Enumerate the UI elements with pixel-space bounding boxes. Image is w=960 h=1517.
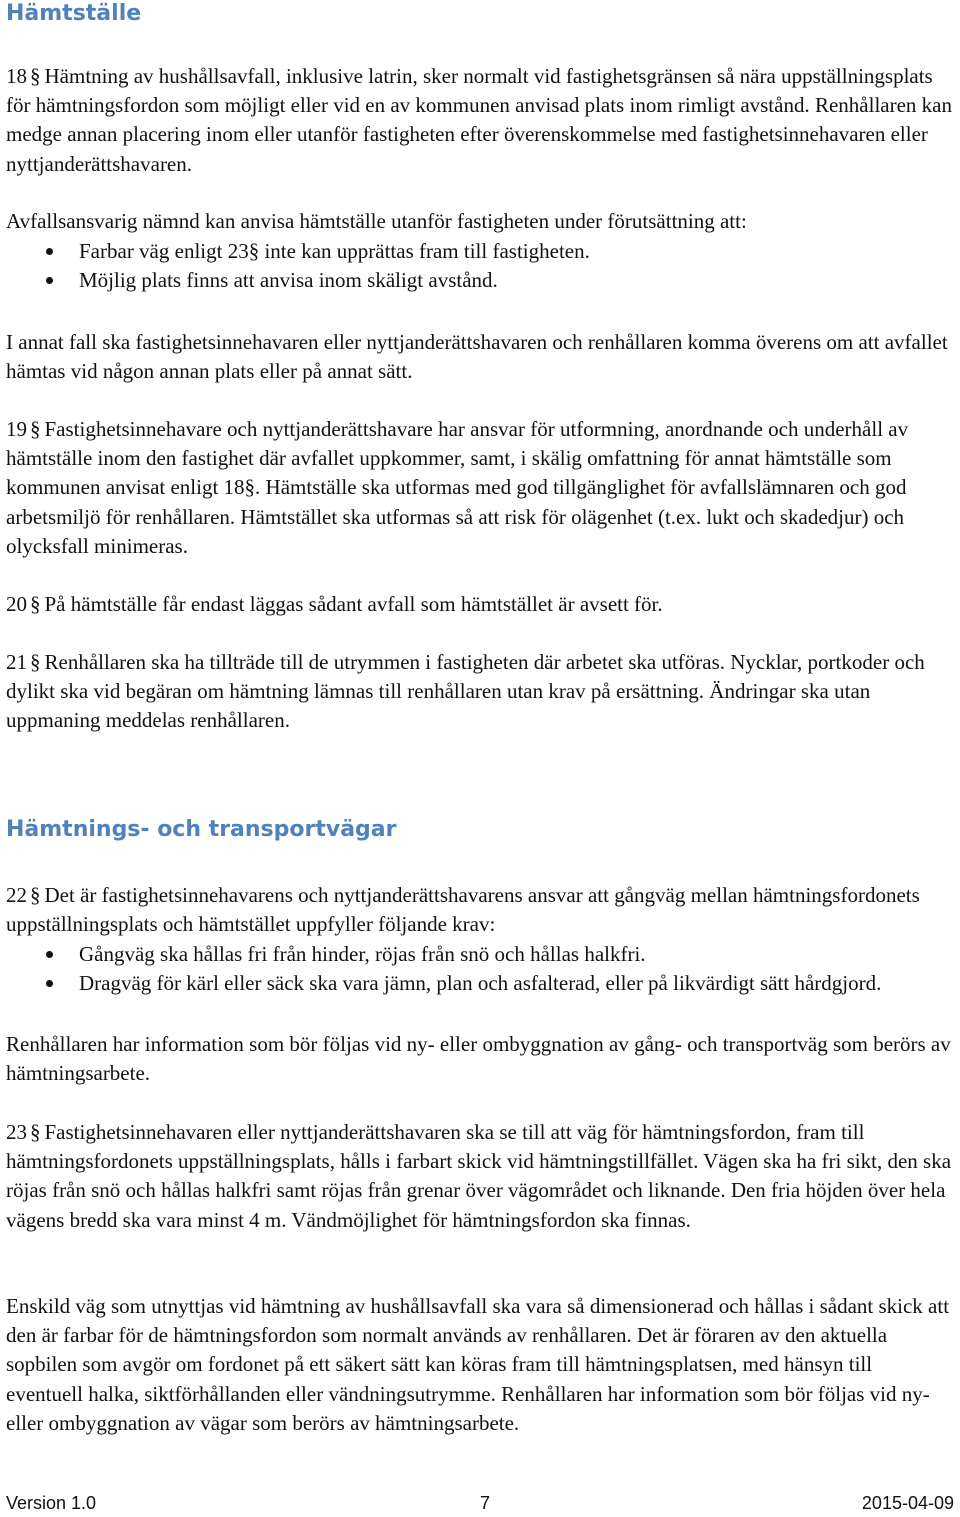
- bullet-list-22: [6, 940, 954, 998]
- paragraph-22: [6, 881, 954, 939]
- paragraph-19: [6, 415, 954, 561]
- section-sign: §: [30, 592, 41, 616]
- bullet-icon: [46, 277, 53, 284]
- section-sign: §: [30, 417, 41, 441]
- list-item-text: Farbar väg enligt 23§ inte kan upprättas fram till fastigheten.: [79, 239, 590, 263]
- paragraph-text: Fastighetsinnehavare och nyttjanderättshavare har ansvar för utformning, anordnande och underhåll av hämtställe inom den fastighet där avfallet uppkommer, samt, i skälig omfattning för annat hämtställe som kommunen anvisat enligt 18§. Hämtställe ska utformas med god tillgänglighet för avfallslämnaren och god arbetsmiljö för renhållaren. Hämtstället ska utformas så att risk för olägenhet (t.ex. lukt och skadedjur) och olycksfall minimeras.: [6, 417, 909, 558]
- section-sign: §: [30, 650, 41, 674]
- footer-date: 2015-04-09: [861, 1493, 954, 1513]
- paragraph-18-conditions: Avfallsansvarig nämnd kan anvisa hämtställe utanför fastigheten under förutsättning att:: [6, 209, 747, 233]
- list-item: [6, 237, 954, 266]
- paragraph-18-otherwise: I annat fall ska fastighetsinnehavaren eller nyttjanderättshavaren och renhållaren komma överens om att avfallet hämtas vid någon annan plats eller på annat sätt.: [6, 330, 948, 384]
- paragraph-20: [6, 590, 954, 619]
- paragraph-text: Det är fastighetsinnehavarens och nyttjanderättshavarens ansvar att gångväg mellan hämtningsfordonets uppställningsplats och hämtstället uppfyller följande krav:: [6, 883, 920, 937]
- page-footer: [6, 1493, 954, 1517]
- paragraph-number: 21: [6, 650, 27, 674]
- bullet-list-18: [6, 237, 954, 295]
- list-item: [6, 940, 954, 969]
- paragraph-number: 18: [6, 64, 27, 88]
- list-item: [6, 266, 954, 295]
- list-item: [6, 969, 954, 998]
- section-sign: §: [30, 883, 41, 907]
- bullet-icon: [46, 980, 53, 987]
- paragraph-number: 19: [6, 417, 27, 441]
- footer-page-number: 7: [480, 1493, 491, 1513]
- list-item-text: Möjlig plats finns att anvisa inom skäligt avstånd.: [79, 268, 498, 293]
- paragraph-23: [6, 1118, 954, 1235]
- paragraph-number: 20: [6, 592, 27, 616]
- bullet-icon: [46, 951, 53, 958]
- list-item-text: Dragväg för kärl eller säck ska vara jämn, plan och asfalterad, eller på likvärdigt sätt hårdgjord.: [79, 971, 882, 996]
- section-sign: §: [30, 1120, 41, 1144]
- paragraph-22-information: Renhållaren har information som bör följas vid ny- eller ombyggnation av gång- och transportväg som berörs av hämtningsarbete.: [6, 1032, 951, 1086]
- footer-version: Version 1.0: [6, 1493, 97, 1513]
- paragraph-23-private-road: Enskild väg som utnyttjas vid hämtning av hushållsavfall ska vara så dimensionerad och hållas i sådant skick att den är farbar för de hämtningsfordon som normalt används av renhållaren. Det är föraren av den aktuella sopbilen som avgör om fordonet på ett säkert sätt kan köras fram till hämtningsplatsen, med hänsyn till eventuell halka, siktförhållanden eller vändningsutrymme. Renhållaren har information som bör följas vid ny- eller ombyggnation av vägar som berörs av hämtningsarbete.: [6, 1294, 950, 1435]
- paragraph-21: [6, 648, 954, 736]
- paragraph-number: 23: [6, 1120, 27, 1144]
- section-heading-hamtstalle: Hämtställe: [6, 1, 142, 26]
- paragraph-text: Renhållaren ska ha tillträde till de utrymmen i fastigheten där arbetet ska utföras. Nycklar, portkoder och dylikt ska vid begäran om hämtning lämnas till renhållaren utan krav på ersättning. Ändringar ska utan uppmaning meddelas renhållaren.: [6, 650, 925, 733]
- paragraph-text: Hämtning av hushållsavfall, inklusive latrin, sker normalt vid fastighetsgränsen så nära uppställningsplats för hämtningsfordon som möjligt eller vid en av kommunen anvisad plats inom rimligt avstånd. Renhållaren kan medge annan placering inom eller utanför fastigheten efter överenskommelse med fastighetsinnehavaren eller nyttjanderättshavaren.: [6, 64, 952, 176]
- section-sign: §: [30, 64, 41, 88]
- bullet-icon: [46, 248, 53, 255]
- paragraph-text: På hämtställe får endast läggas sådant avfall som hämtstället är avsett för.: [44, 592, 663, 616]
- paragraph-text: Fastighetsinnehavaren eller nyttjanderättshavaren ska se till att väg för hämtningsfordon, fram till hämtningsfordonets uppställningsplats, hålls i farbart skick vid hämtningstillfället. Vägen ska ha fri sikt, den ska röjas från snö och hållas halkfri samt röjas från grenar över vägområdet och liknande. Den fria höjden över hela vägens bredd ska vara minst 4 m. Vändmöjlighet för hämtningsfordon ska finnas.: [6, 1120, 952, 1232]
- paragraph-number: 22: [6, 883, 27, 907]
- list-item-text: Gångväg ska hållas fri från hinder, röjas från snö och hållas halkfri.: [79, 942, 646, 966]
- paragraph-18: [6, 62, 954, 179]
- section-heading-transportvagar: Hämtnings- och transportvägar: [6, 817, 397, 842]
